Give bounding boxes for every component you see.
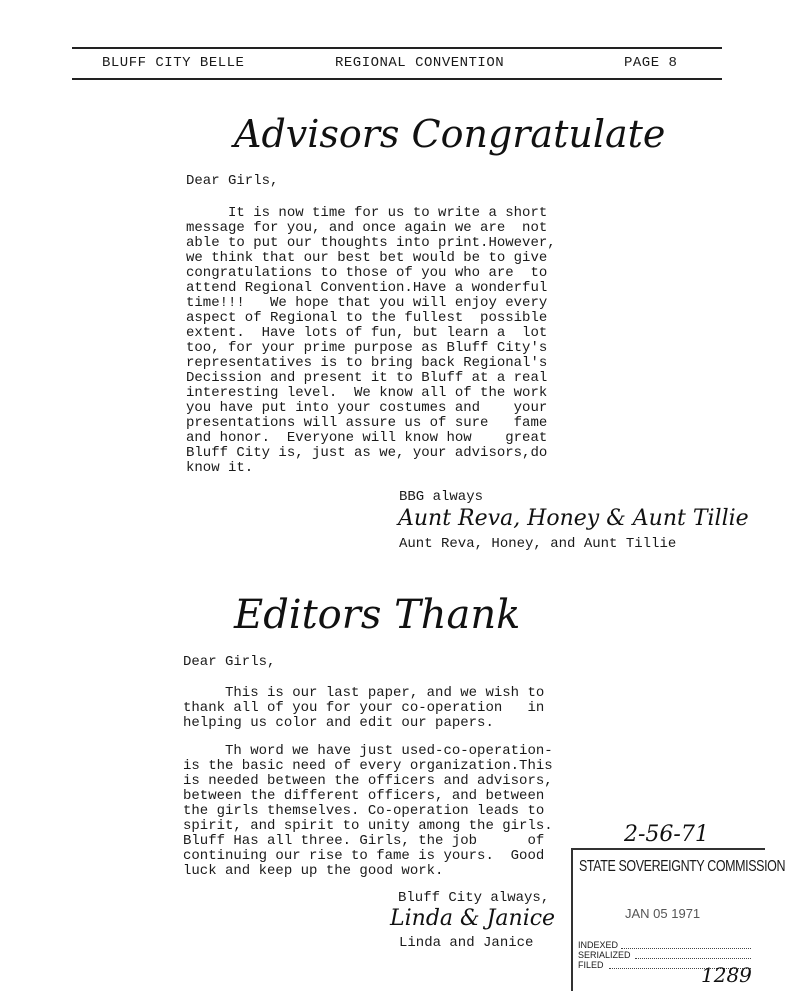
stamp-field-serialized: SERIALIZED: [578, 950, 631, 960]
stamp-title: STATE SOVEREIGNTY COMMISSION: [579, 858, 785, 875]
editors-greeting: Dear Girls,: [183, 654, 276, 670]
body-line: able to put our thoughts into print.However,: [186, 235, 556, 251]
body-line: This is our last paper, and we wish to: [183, 685, 545, 701]
body-line: Decission and present it to Bluff at a real: [186, 370, 548, 386]
body-line: we think that our best bet would be to give: [186, 250, 548, 266]
body-line: interesting level. We know all of the work: [186, 385, 548, 401]
body-line: time!!! We hope that you will enjoy every: [186, 295, 548, 311]
body-line: extent. Have lots of fun, but learn a lot: [186, 325, 548, 341]
body-line: It is now time for us to write a short: [186, 205, 548, 221]
body-line: thank all of you for your co-operation in: [183, 700, 545, 716]
masthead-rule-top: [72, 47, 722, 49]
body-line: Bluff Has all three. Girls, the job of: [183, 833, 545, 849]
advisors-title: Advisors Congratulate: [234, 112, 666, 156]
advisors-typed-names: Aunt Reva, Honey, and Aunt Tillie: [399, 536, 677, 552]
body-line: and honor. Everyone will know how great: [186, 430, 548, 446]
body-line: is the basic need of every organization.This: [183, 758, 553, 774]
advisors-greeting: Dear Girls,: [186, 173, 279, 189]
body-line: aspect of Regional to the fullest possible: [186, 310, 548, 326]
stamp-field-line: [621, 940, 751, 949]
body-line: attend Regional Convention.Have a wonderful: [186, 280, 548, 296]
body-line: helping us color and edit our papers.: [183, 715, 494, 731]
body-line: Th word we have just used-co-operation-: [183, 743, 553, 759]
stamp-field-indexed: INDEXED: [578, 940, 619, 950]
body-line: Bluff City is, just as we, your advisors,do: [186, 445, 548, 461]
editors-paragraph-1: [183, 686, 544, 731]
body-line: the girls themselves. Co-operation leads to: [183, 803, 545, 819]
editors-signature: Linda & Janice: [390, 906, 556, 931]
body-line: is needed between the officers and advisors,: [183, 773, 553, 789]
advisors-closing: BBG always: [399, 489, 484, 505]
body-line: too, for your prime purpose as Bluff City's: [186, 340, 548, 356]
stamp-date: JAN 05 1971: [625, 906, 701, 921]
handwritten-file-number: 2-56-71: [624, 822, 709, 847]
body-line: message for you, and once again we are not: [186, 220, 548, 236]
editors-title: Editors Thank: [234, 592, 521, 638]
stamp-field-line: [635, 950, 751, 959]
body-line: luck and keep up the good work.: [183, 863, 444, 879]
body-line: you have put into your costumes and your: [186, 400, 548, 416]
editors-paragraph-2: [183, 744, 553, 879]
stamp-field-filed: FILED: [578, 960, 604, 970]
body-line: presentations will assure us of sure fame: [186, 415, 548, 431]
body-line: know it.: [186, 460, 254, 476]
stamp-file-number: 1289: [701, 963, 752, 987]
masthead-center: REGIONAL CONVENTION: [335, 55, 505, 71]
masthead-left: BLUFF CITY BELLE: [102, 55, 245, 71]
archive-stamp: [571, 848, 785, 991]
body-line: representatives is to bring back Regional's: [186, 355, 548, 371]
body-line: continuing our rise to fame is yours. Good: [183, 848, 545, 864]
advisors-signature: Aunt Reva, Honey & Aunt Tillie: [398, 506, 749, 531]
advisors-letter-body: [186, 206, 556, 476]
body-line: between the different officers, and between: [183, 788, 545, 804]
body-line: congratulations to those of you who are to: [186, 265, 548, 281]
body-line: spirit, and spirit to unity among the girls.: [183, 818, 553, 834]
editors-typed-names: Linda and Janice: [399, 935, 534, 951]
masthead-rule-bottom: [72, 78, 722, 80]
masthead-right: PAGE 8: [624, 55, 678, 71]
editors-closing: Bluff City always,: [398, 890, 550, 906]
